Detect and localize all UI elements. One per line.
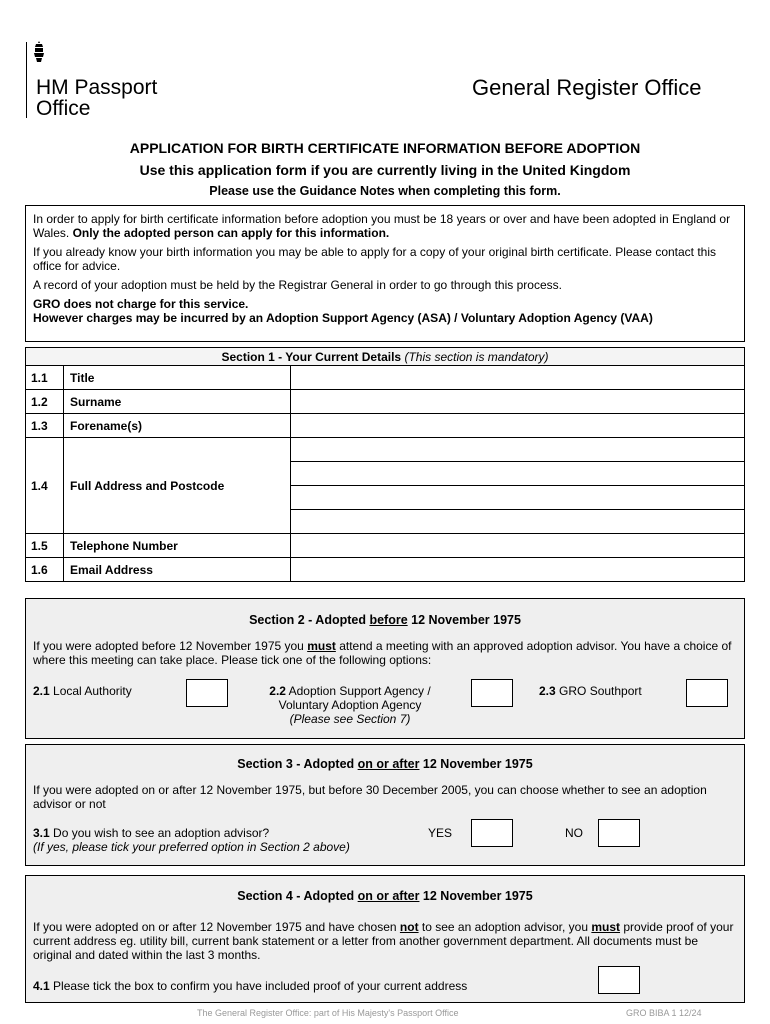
text-part: to see an adoption advisor, you: [418, 920, 592, 934]
intro-p1-bold: Only the adopted person can apply for this information.: [72, 226, 390, 240]
intro-paragraph-3: A record of your adoption must be held by the Registrar General in order to go through this process.: [33, 278, 562, 292]
text-part: attend a meeting with an approved adoption advisor. You have a choice of where this meeting can take place. Please tick one of the following options:: [33, 639, 732, 667]
gro-southport-checkbox[interactable]: [686, 679, 728, 707]
logo-line-1: HM Passport: [36, 76, 158, 99]
heading-date: 12 November 1975: [419, 889, 533, 903]
text-not: not: [399, 920, 419, 934]
text-must: must: [307, 639, 336, 653]
hm-passport-office-logo: [36, 77, 157, 119]
section-2-text: [33, 639, 738, 667]
text-must: must: [591, 920, 621, 934]
question-number: 3.1: [33, 826, 50, 840]
field-label: Title: [64, 366, 291, 390]
intro-paragraph-1: [33, 212, 737, 240]
section-3-text: If you were adopted on or after 12 November 1975, but before 30 December 2005, you can choose whether to see an adoption advisor or not: [33, 783, 707, 811]
text-part: If you were adopted before 12 November 1975 you: [33, 639, 308, 653]
email-field[interactable]: [291, 558, 745, 582]
option-number: 2.2: [269, 684, 286, 698]
logo-divider: [26, 42, 27, 118]
row-number: 1.3: [26, 414, 64, 438]
section-4-panel: [25, 875, 745, 1003]
section-3-panel: [25, 744, 745, 866]
row-number: 1.6: [26, 558, 64, 582]
text-part: If you were adopted on or after 12 November 1975 and have chosen: [33, 920, 400, 934]
heading-underlined: before: [369, 613, 408, 627]
footer-organisation: The General Register Office: part of His Majesty's Passport Office: [197, 1008, 459, 1018]
option-label: Local Authority: [49, 684, 132, 698]
advisor-yes-checkbox[interactable]: [471, 819, 513, 847]
section-1-heading-note: (This section is mandatory): [404, 349, 549, 364]
option-local-authority-label: [33, 684, 193, 698]
section-1-heading-text: Section 1 - Your Current Details: [221, 349, 402, 364]
question-note: (If yes, please tick your preferred option in Section 2 above): [33, 840, 350, 854]
section-3-heading: [26, 757, 744, 771]
heading-date: 12 November 1975: [419, 757, 533, 771]
form-title: APPLICATION FOR BIRTH CERTIFICATE INFORMATION BEFORE ADOPTION: [129, 140, 641, 156]
section-3-question: [33, 826, 423, 854]
address-line-1-field[interactable]: [291, 438, 745, 462]
option-asa-line-1: [250, 684, 450, 698]
row-number: 1.1: [26, 366, 64, 390]
telephone-field[interactable]: [291, 534, 745, 558]
question-number: 4.1: [33, 979, 50, 993]
option-label: GRO Southport: [555, 684, 642, 698]
general-register-office-title: General Register Office: [472, 75, 702, 100]
intro-box: [25, 205, 745, 342]
row-number: 1.4: [26, 438, 64, 534]
field-label: Surname: [64, 390, 291, 414]
intro-no-charge: GRO does not charge for this service.: [33, 297, 249, 311]
royal-crest-icon: [32, 40, 46, 64]
intro-p1-text: In order to apply for birth certificate information before adoption you must be 18 years or over and have been adopted in England or Wales.: [33, 212, 731, 240]
no-label: NO: [565, 826, 583, 840]
section-1-table: [25, 347, 745, 582]
address-line-2-field[interactable]: [291, 462, 745, 486]
option-number: 2.1: [33, 684, 50, 698]
proof-of-address-checkbox[interactable]: [598, 966, 640, 994]
option-asa-note: (Please see Section 7): [289, 712, 411, 726]
form-subtitle: Use this application form if you are currently living in the United Kingdom: [139, 162, 631, 178]
address-line-3-field[interactable]: [291, 486, 745, 510]
intro-paragraph-2: If you already know your birth information you may be able to apply for a copy of your original birth certificate. Please contact this office for advice.: [33, 245, 717, 273]
logo-line-2: Office: [36, 97, 91, 120]
option-asa-label: [250, 684, 450, 726]
section-4-heading: [26, 889, 744, 903]
row-number: 1.5: [26, 534, 64, 558]
option-asa-line-2: Voluntary Adoption Agency: [278, 698, 422, 712]
heading-date: 12 November 1975: [407, 613, 521, 627]
option-gro-southport-label: [539, 684, 642, 698]
section-2-panel: [25, 598, 745, 739]
title-field[interactable]: [291, 366, 745, 390]
field-label: Full Address and Postcode: [64, 438, 291, 534]
advisor-no-checkbox[interactable]: [598, 819, 640, 847]
section-1-heading: [26, 348, 745, 366]
address-line-4-field[interactable]: [291, 510, 745, 534]
heading-underlined: on or after: [357, 757, 420, 771]
adoption-agency-checkbox[interactable]: [471, 679, 513, 707]
surname-field[interactable]: [291, 390, 745, 414]
question-label: Please tick the box to confirm you have included proof of your current address: [49, 979, 468, 993]
yes-label: YES: [428, 826, 453, 840]
local-authority-checkbox[interactable]: [186, 679, 228, 707]
section-2-heading: [26, 613, 744, 627]
section-4-text: [33, 920, 738, 962]
text-part: provide proof of your current address eg. utility bill, current bank statement or a letter from another government department. All documents must be original and dated within the last 3 months.: [33, 920, 734, 962]
forenames-field[interactable]: [291, 414, 745, 438]
intro-charges-note: However charges may be incurred by an Adoption Support Agency (ASA) / Voluntary Adoption Agency (VAA): [33, 311, 653, 325]
question-line: [33, 826, 423, 840]
question-label: Do you wish to see an adoption advisor?: [49, 826, 270, 840]
heading-text: Section 4 - Adopted: [237, 889, 358, 903]
heading-text: Section 2 - Adopted: [249, 613, 370, 627]
field-label: Telephone Number: [64, 534, 291, 558]
footer-form-code: GRO BIBA 1 12/24: [626, 1008, 702, 1018]
guidance-note: Please use the Guidance Notes when completing this form.: [209, 184, 561, 198]
heading-text: Section 3 - Adopted: [237, 757, 358, 771]
option-label: Adoption Support Agency /: [285, 684, 431, 698]
option-number: 2.3: [539, 684, 556, 698]
heading-underlined: on or after: [357, 889, 420, 903]
field-label: Email Address: [64, 558, 291, 582]
row-number: 1.2: [26, 390, 64, 414]
field-label: Forename(s): [64, 414, 291, 438]
